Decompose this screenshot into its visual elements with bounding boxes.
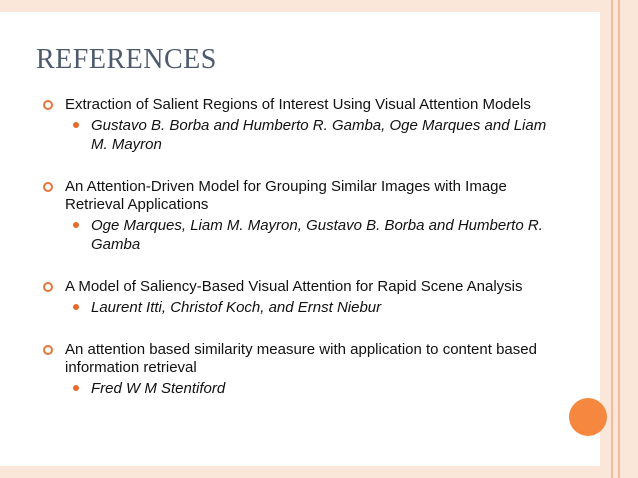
hollow-circle-bullet-icon — [43, 282, 53, 292]
reference-title: A Model of Saliency-Based Visual Attention for Rapid Scene Analysis — [65, 278, 523, 295]
reference-authors-text: Gustavo B. Borba and Humberto R. Gamba, Oge Marques and Liam M. Mayron — [91, 117, 547, 153]
hollow-circle-bullet-icon — [43, 100, 53, 110]
reference-authors-text: Fred W M Stentiford — [91, 380, 226, 397]
reference-title: An attention based similarity measure with application to content based information retrieval — [65, 341, 537, 376]
reference-authors-text: Laurent Itti, Christof Koch, and Ernst Niebur — [91, 299, 382, 316]
filled-circle-bullet-icon — [73, 304, 79, 310]
reference-item — [42, 96, 562, 154]
slide-title: REFERENCES — [36, 44, 217, 75]
filled-circle-bullet-icon — [73, 222, 79, 228]
reference-authors — [65, 379, 562, 398]
reference-item — [42, 278, 562, 317]
decorative-vertical-line — [611, 0, 613, 478]
reference-item — [42, 341, 562, 398]
reference-authors — [65, 116, 562, 154]
bottom-decorative-band — [0, 466, 600, 478]
hollow-circle-bullet-icon — [43, 345, 53, 355]
hollow-circle-bullet-icon — [43, 182, 53, 192]
filled-circle-bullet-icon — [73, 122, 79, 128]
orange-circle-decoration — [569, 398, 607, 436]
reference-title: Extraction of Salient Regions of Interest Using Visual Attention Models — [65, 96, 531, 113]
reference-title: An Attention-Driven Model for Grouping Similar Images with Image Retrieval Applications — [65, 178, 507, 213]
reference-item — [42, 178, 562, 254]
reference-authors — [65, 298, 562, 317]
reference-authors-text: Oge Marques, Liam M. Mayron, Gustavo B. Borba and Humberto R. Gamba — [91, 217, 543, 253]
top-decorative-band — [0, 0, 600, 12]
decorative-vertical-line — [618, 0, 620, 478]
reference-authors — [65, 216, 562, 254]
filled-circle-bullet-icon — [73, 385, 79, 391]
reference-list — [42, 96, 562, 422]
